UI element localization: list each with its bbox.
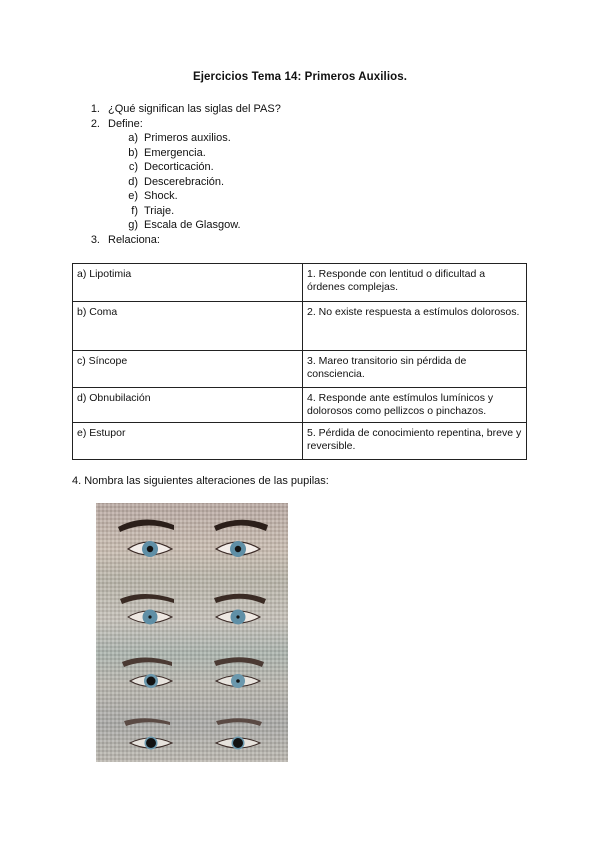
table-cell-definition: 3. Mareo transitorio sin pérdida de consciencia.: [303, 351, 527, 388]
item-letter: g): [128, 219, 138, 231]
table-cell-definition: 4. Responde ante estímulos lumínicos y dolorosos como pellizcos o pinchazos.: [303, 388, 527, 423]
question-text: Define:: [108, 118, 143, 130]
item-text: Escala de Glasgow.: [144, 219, 241, 231]
pupil-icon: [233, 738, 243, 748]
relate-table: [72, 263, 527, 460]
eyebrow-icon: [214, 657, 264, 667]
pupil-icon: [236, 679, 240, 683]
item-text: Emergencia.: [144, 146, 206, 159]
question-2: [78, 117, 143, 131]
table-cell-definition: 1. Responde con lentitud o dificultad a órdenes complejas.: [303, 264, 527, 302]
pupil-icon: [146, 738, 156, 748]
define-item-g: [126, 218, 241, 233]
eyebrow-icon: [122, 658, 172, 668]
define-item-c: [126, 160, 214, 175]
item-letter: b): [128, 146, 138, 159]
question-text: ¿Qué significan las siglas del PAS?: [108, 103, 281, 115]
pupils-photo: [96, 503, 288, 762]
eyebrow-icon: [214, 520, 268, 531]
page-title: Ejercicios Tema 14: Primeros Auxilios.: [192, 71, 408, 83]
question-3: [78, 233, 160, 247]
item-text: Shock.: [144, 190, 178, 202]
eye-row-2: [120, 594, 266, 625]
eyebrow-icon: [214, 594, 266, 604]
question-text: Relaciona:: [108, 234, 160, 246]
define-item-b: [126, 146, 206, 161]
table-row: [73, 302, 527, 351]
table-cell-definition: 2. No existe respuesta a estímulos dolorosos.: [303, 302, 527, 351]
table-cell-term: c) Síncope: [73, 351, 303, 388]
table-row: [73, 388, 527, 423]
question-number: 1.: [90, 103, 100, 115]
eye-row-3: [122, 657, 264, 688]
question-number: 2.: [90, 118, 100, 130]
eyebrow-icon: [118, 519, 174, 532]
pupil-icon: [148, 615, 151, 618]
item-letter: f): [131, 204, 138, 217]
define-item-f: [126, 204, 174, 219]
eye-row-1: [118, 519, 268, 557]
item-text: Decorticación.: [144, 161, 214, 173]
question-number: 3.: [90, 234, 100, 246]
table-cell-term: a) Lipotimia: [73, 264, 303, 302]
item-text: Primeros auxilios.: [144, 132, 231, 144]
item-text: Triaje.: [144, 204, 175, 217]
pupil-icon: [235, 546, 241, 552]
table-cell-term: b) Coma: [73, 302, 303, 351]
define-item-e: [126, 189, 178, 204]
pupil-icon: [236, 615, 239, 618]
question-1: [78, 102, 281, 116]
table-cell-term: d) Obnubilación: [73, 388, 303, 423]
item-letter: a): [128, 132, 138, 144]
table-row: [73, 351, 527, 388]
question-4: 4. Nombra las siguientes alteraciones de las pupilas:: [72, 475, 329, 487]
eyebrow-icon: [120, 594, 174, 604]
item-letter: e): [128, 190, 138, 202]
pupil-icon: [147, 546, 153, 552]
eye-row-4: [124, 718, 262, 749]
define-item-d: [126, 175, 224, 190]
item-text: Descerebración.: [144, 175, 225, 188]
table-cell-term: e) Estupor: [73, 423, 303, 460]
item-letter: c): [128, 161, 138, 173]
eyebrow-icon: [124, 718, 170, 726]
table-row: [73, 423, 527, 460]
item-letter: d): [128, 175, 138, 188]
pupil-icon: [147, 677, 156, 686]
pupils-illustration: [96, 503, 288, 762]
table-cell-definition: 5. Pérdida de conocimiento repentina, breve y reversible.: [303, 423, 527, 460]
eyebrow-icon: [216, 718, 262, 726]
define-item-a: [126, 131, 231, 146]
table-row: [73, 264, 527, 302]
